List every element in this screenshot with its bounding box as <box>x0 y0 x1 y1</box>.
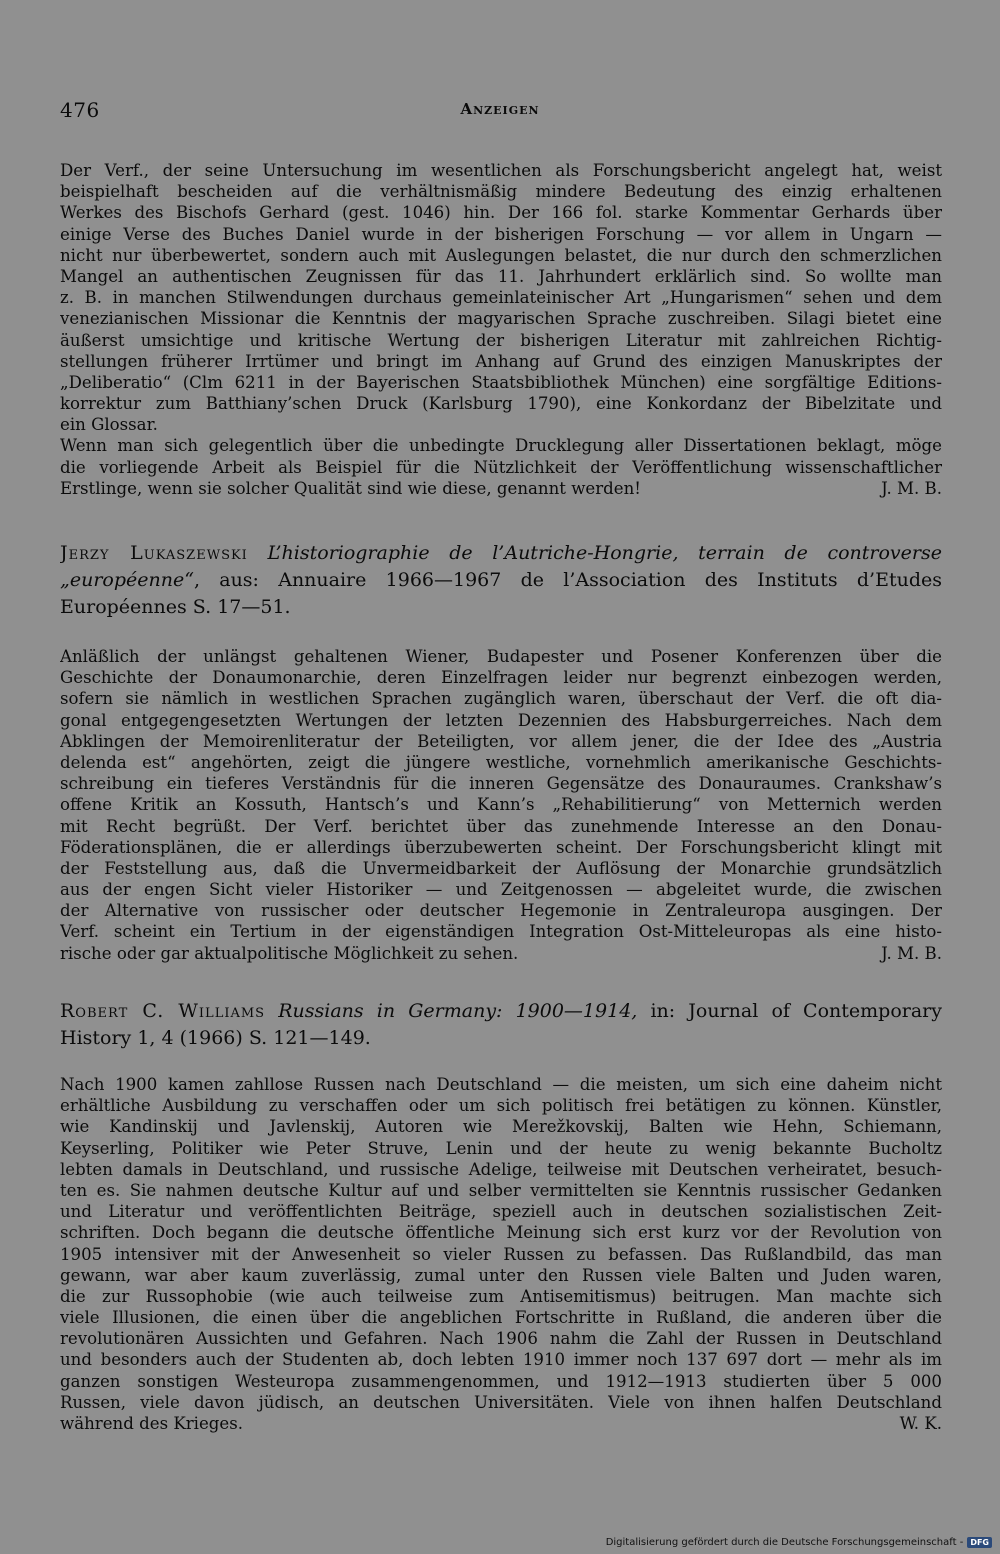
dfg-logo: DFG <box>967 1537 992 1548</box>
text-line: „Deliberatio“ (Clm 6211 in der Bayerischen Staatsbibliothek München) eine sorgfältige Editions- <box>60 372 942 392</box>
entry-3-title-line-2: History 1, 4 (1966) S. 121—149. <box>60 1027 371 1049</box>
text-line: viele Illusionen, die einen über die angeblichen Fortschritte in Rußland, die anderen über die <box>60 1308 942 1328</box>
text-line: schreibung ein tieferes Verständnis für die inneren Gegensätze des Donauraumes. Crankshaw’s <box>60 774 942 794</box>
text-line: korrektur zum Batthiany’schen Druck (Karlsburg 1790), eine Konkordanz der Bibelzitate und <box>60 394 942 414</box>
running-head: Anzeigen <box>460 100 540 118</box>
text-line: aus der engen Sicht vieler Historiker — und Zeitgenossen — abgeleitet wurde, die zwischen <box>60 880 942 900</box>
text-line: Wenn man sich gelegentlich über die unbedingte Drucklegung aller Dissertationen beklagt, möge <box>60 436 942 456</box>
text-line: die vorliegende Arbeit als Beispiel für die Nützlichkeit der Veröffentlichung wissenschaftlicher <box>60 457 942 477</box>
text-line: ein Glossar. <box>60 415 158 435</box>
text-line: sofern sie nämlich in westlichen Sprachen zugänglich waren, überschaut der Verf. die oft dia- <box>60 689 942 709</box>
text-line: ten es. Sie nahmen deutsche Kultur auf und selber vermittelten sie Kenntnis russischer Gedanken <box>60 1180 942 1200</box>
text-line: gewann, war aber kaum zuverlässig, zumal unter den Russen viele Balten und Juden waren, <box>60 1265 942 1285</box>
entry-3-last-line <box>60 1413 942 1434</box>
text-line: und besonders auch der Studenten ab, doch lebten 1910 immer noch 137 697 dort — mehr als im <box>60 1350 942 1370</box>
entry-3-author: Robert C. Williams <box>60 1000 266 1022</box>
entry-2-title-line-2: , aus: Annuaire 1966—1967 de l’Association des Instituts d’Etudes <box>193 569 942 591</box>
entry-2-title-line-2-italic: „européenne“ <box>60 569 194 591</box>
page-number: 476 <box>60 98 100 122</box>
entry-2-heading <box>60 540 942 621</box>
entry-3-title-rest: in: Journal of Contemporary <box>637 1000 942 1022</box>
text-line: der Feststellung aus, daß die Unvermeidbarkeit der Auflösung der Monarchie grundsätzlich <box>60 858 942 878</box>
entry-3-paragraph <box>60 1074 942 1413</box>
text-line: Föderationsplänen, die er allerdings überzubewerten scheint. Der Forschungsbericht klingt mit <box>60 837 942 857</box>
review-1-paragraph-1 <box>60 160 942 435</box>
text-line: und Literatur und veröffentlichten Beiträge, speziell auch in deutschen sozialistischen Zeit- <box>60 1202 942 1222</box>
page-header <box>60 98 940 128</box>
entry-3-signature: W. K. <box>899 1414 942 1433</box>
text-line: stellungen früherer Irrtümer und bringt im Anhang auf Grund des einzigen Manuskriptes der <box>60 351 942 371</box>
text-line: 1905 intensiver mit der Anwesenheit so vieler Russen zu befassen. Das Rußlandbild, das man <box>60 1244 942 1264</box>
text-line: Werkes des Bischofs Gerhard (gest. 1046) hin. Der 166 fol. starke Kommentar Gerhards über <box>60 203 942 223</box>
text-line: nicht nur überbewertet, sondern auch mit Auslegungen belastet, die nur durch den schmerzlichen <box>60 245 942 265</box>
entry-2-last-text: rische oder gar aktualpolitische Möglichkeit zu sehen. <box>60 943 519 963</box>
text-line: erhältliche Ausbildung zu verschaffen oder um sich politisch frei betätigen zu können. Künstler, <box>60 1096 942 1116</box>
entry-2-title-line-1: L’historiographie de l’Autriche-Hongrie, terrain de controverse <box>267 542 942 564</box>
text-line: schriften. Doch begann die deutsche öffentliche Meinung sich erst kurz vor der Revolution von <box>60 1223 942 1243</box>
digitization-footer <box>606 1537 992 1548</box>
review-1-signature: J. M. B. <box>881 478 942 498</box>
entry-3-body <box>60 1074 942 1434</box>
review-1-last-line <box>60 478 942 499</box>
text-line: wie Kandinskij und Javlenskij, Autoren wie Merežkovskij, Balten wie Hehn, Schiemann, <box>60 1117 942 1137</box>
text-line: Nach 1900 kamen zahllose Russen nach Deutschland — die meisten, um sich eine daheim nicht <box>60 1075 942 1094</box>
entry-2-body <box>60 646 942 964</box>
text-line: Russen, viele davon jüdisch, an deutschen Universitäten. Viele von ihnen halfen Deutschland <box>60 1392 942 1412</box>
text-line: der Alternative von russischer oder deutscher Hegemonie in Zentraleuropa ausgingen. Der <box>60 901 942 921</box>
text-line: delenda est“ angehörten, zeigt die jüngere westliche, vornehmlich amerikanische Geschichts- <box>60 752 942 772</box>
text-line: Verf. scheint ein Tertium in der eigenständigen Integration Ost-Mitteleuropas als eine histo- <box>60 922 942 942</box>
text-line: offene Kritik an Kossuth, Hantsch’s und Kann’s „Rehabilitierung“ von Metternich werden <box>60 795 942 815</box>
entry-2-paragraph <box>60 646 942 943</box>
footer-text: Digitalisierung gefördert durch die Deutsche Forschungsgemeinschaft - <box>605 1537 964 1548</box>
text-line: z. B. in manchen Stilwendungen durchaus gemeinlateinischer Art „Hungarismen“ sehen und dem <box>60 288 942 308</box>
entry-3-title-italic: Russians in Germany: 1900—1914, <box>278 1000 638 1022</box>
entry-2-signature: J. M. B. <box>881 943 942 963</box>
text-line: äußerst umsichtige und kritische Wertung der bisherigen Literatur mit zahlreichen Richtig- <box>60 330 942 350</box>
text-line: Der Verf., der seine Untersuchung im wesentlichen als Forschungsbericht angelegt hat, weist <box>60 161 942 180</box>
review-1-paragraph-2 <box>60 435 942 477</box>
text-line: Abklingen der Memoirenliteratur der Beteiligten, vor allem jener, die der Idee des „Austria <box>60 731 942 751</box>
text-line: Mangel an authentischen Zeugnissen für das 11. Jahrhundert erklärlich sind. So wollte man <box>60 266 942 286</box>
text-line: die zur Russophobie (wie auch teilweise zum Antisemitismus) beitrugen. Man machte sich <box>60 1286 942 1306</box>
text-line: einige Verse des Buches Daniel wurde in der bisherigen Forschung — vor allem in Ungarn — <box>60 224 942 244</box>
text-line: mit Recht begrüßt. Der Verf. berichtet über das zunehmende Interesse an den Donau- <box>60 816 942 836</box>
text-line: lebten damals in Deutschland, und russische Adelige, teilweise mit Deutschen verheiratet, besuch- <box>60 1159 942 1179</box>
entry-2-title-line-3: Européennes S. 17—51. <box>60 596 291 618</box>
review-1-last-text: Erstlinge, wenn sie solcher Qualität sind wie diese, genannt werden! <box>60 478 641 498</box>
text-line: Keyserling, Politiker wie Peter Struve, Lenin und der heute zu wenig bekannte Bucholtz <box>60 1138 942 1158</box>
text-line: revolutionären Aussichten und Gefahren. Nach 1906 nahm die Zahl der Russen in Deutschland <box>60 1329 942 1349</box>
text-line: beispielhaft bescheiden auf die verhältnismäßig mindere Bedeutung des einzig erhaltenen <box>60 182 942 202</box>
entry-3-heading <box>60 998 942 1052</box>
text-line: Geschichte der Donaumonarchie, deren Einzelfragen leider nur begrenzt einbezogen werden, <box>60 668 942 688</box>
review-1-body <box>60 160 942 499</box>
entry-3-last-text: während des Krieges. <box>60 1414 244 1433</box>
text-line: Anläßlich der unlängst gehaltenen Wiener, Budapester und Posener Konferenzen über die <box>60 647 942 666</box>
text-line: gonal entgegengesetzten Wertungen der letzten Dezennien des Habsburgerreiches. Nach dem <box>60 710 942 730</box>
entry-2-last-line <box>60 943 942 964</box>
text-line: venezianischen Missionar die Kenntnis der magyarischen Sprache zuschreiben. Silagi bietet eine <box>60 309 942 329</box>
entry-2-author: Jerzy Lukaszewski <box>60 542 248 564</box>
text-line: ganzen sonstigen Westeuropa zusammengenommen, und 1912—1913 studierten über 5 000 <box>60 1371 942 1391</box>
